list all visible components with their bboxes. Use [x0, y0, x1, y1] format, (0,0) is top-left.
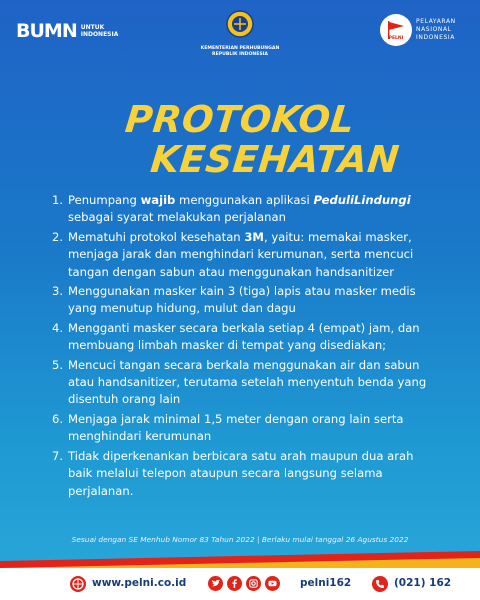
list-item: 2. Mematuhi protokol kesehatan 3M, yaitu: memakai masker, menjaga jarak dan menghindari kerumunan, serta mencuci tangan dengan sabun atau menggunakan handsanitizer: [52, 229, 414, 279]
ministry-logo: [190, 10, 290, 58]
instagram-icon[interactable]: [246, 576, 261, 591]
ministry-name: KEMENTERIAN PERHUBUNGAN REPUBLIK INDONESIA: [200, 46, 280, 57]
bumn-wordmark: BUMN: [16, 20, 77, 42]
ministry-emblem-icon: [226, 10, 254, 38]
list-item: 4. Mengganti masker secara berkala setiap 4 (empat) jam, dan membuang limbah masker di tempat yang disediakan;: [52, 320, 420, 353]
footer-bar: [0, 568, 480, 600]
pelni-logo: [380, 14, 412, 46]
pelni-flag-icon: [380, 14, 412, 46]
website-link[interactable]: www.pelni.co.id: [92, 577, 187, 589]
list-item: 3. Menggunakan masker kain 3 (tiga) lapis atau masker medis yang menutup hidung, mulut dan dagu: [52, 284, 416, 316]
twitter-icon[interactable]: [208, 576, 223, 591]
youtube-icon[interactable]: [265, 576, 280, 591]
social-handle[interactable]: pelni162: [300, 577, 352, 589]
protocol-list: [52, 192, 432, 502]
title-line-2: KESEHATAN: [148, 138, 402, 181]
pelni-logo-text: PELNI: [388, 36, 404, 41]
regulation-note: Sesuai dengan SE Menhub Nomor 83 Tahun 2022 | Berlaku mulai tanggal 26 Agustus 2022: [71, 535, 409, 544]
phone-icon: [372, 576, 388, 592]
bumn-logo: [16, 20, 118, 42]
bumn-tagline: UNTUK INDONESIA: [80, 24, 119, 38]
pelni-name: PELAYARAN NASIONAL INDONESIA: [416, 18, 456, 41]
globe-icon: [70, 576, 86, 592]
list-item: 6. Menjaga jarak minimal 1,5 meter dengan orang lain serta menghindari kerumunan: [52, 411, 404, 444]
list-item: 7. Tidak diperkenankan berbicara satu arah maupun dua arah baik melalui telepon ataupun secara langsung selama perjalanan.: [52, 448, 414, 498]
phone-number[interactable]: (021) 162: [394, 577, 452, 589]
list-item: 1. Penumpang wajib menggunakan aplikasi PeduliLindungi sebagai syarat melakukan perjalanan: [52, 193, 411, 225]
list-item: 5. Mencuci tangan secara berkala menggunakan air dan sabun atau handsanitizer, terutama setelah menyentuh benda yang disentuh orang lain: [52, 357, 427, 407]
title-line-1: PROTOKOL: [123, 98, 357, 141]
facebook-icon[interactable]: [227, 576, 242, 591]
